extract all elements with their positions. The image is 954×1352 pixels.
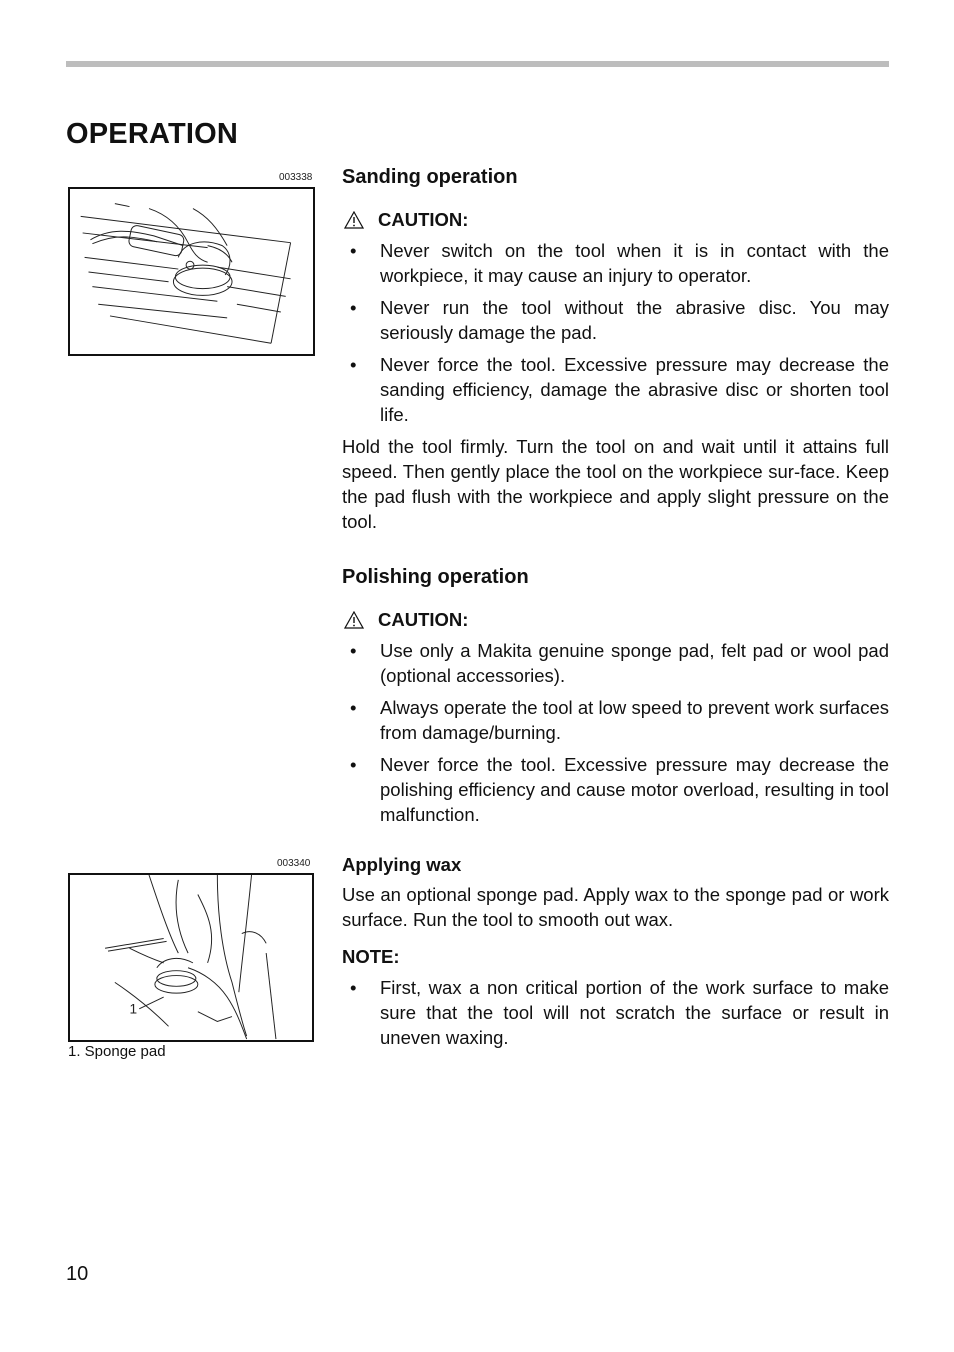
list-item: • First, wax a non critical portion of the work surface to make sure that the tool will not scratch the surface or result in uneven waxing. xyxy=(350,977,889,1048)
sanding-section xyxy=(342,166,889,534)
polishing-section xyxy=(342,566,889,827)
list-item: • Never force the tool. Excessive pressure may decrease the polishing efficiency and cause motor overload, resulting in tool malfunction. xyxy=(350,754,889,825)
list-item: • Never run the tool without the abrasive disc. You may seriously damage the pad. xyxy=(350,297,889,343)
wax-body: Use an optional sponge pad. Apply wax to the sponge pad or work surface. Run the tool to smooth out wax. xyxy=(342,884,889,930)
bullet: • xyxy=(350,297,357,318)
sanding-caution-list xyxy=(342,238,889,427)
wax-illustration xyxy=(70,875,312,1040)
list-item: • Never force the tool. Excessive pressure may decrease the sanding efficiency, damage the abrasive disc or shorten tool life. xyxy=(350,354,889,425)
section-title: OPERATION xyxy=(66,118,239,150)
wax-heading: Applying wax xyxy=(342,854,462,875)
caution-label: CAUTION: xyxy=(378,209,469,230)
sanding-caution xyxy=(342,209,889,231)
figure-code-wax: 003340 xyxy=(277,858,311,869)
figure-caption-sponge-pad: 1. Sponge pad xyxy=(68,1043,166,1060)
bullet: • xyxy=(350,354,357,375)
note-label: NOTE: xyxy=(342,946,400,967)
bullet: • xyxy=(350,754,357,775)
caution-label: CAUTION: xyxy=(378,609,469,630)
polishing-caution xyxy=(342,609,889,631)
figure-wax-illustration xyxy=(68,873,314,1042)
warning-triangle-icon xyxy=(344,611,364,629)
figure-callout-1: 1 xyxy=(129,1001,138,1017)
wax-section xyxy=(342,854,889,1050)
sanding-heading: Sanding operation xyxy=(342,166,518,188)
sanding-body: Hold the tool firmly. Turn the tool on and wait until it attains full speed. Then gently place the tool on the workpiece sur-face. Keep the pad flush with the workpiece and apply slight pressure on the tool. xyxy=(342,436,889,532)
bullet: • xyxy=(350,640,357,661)
list-item: • Use only a Makita genuine sponge pad, felt pad or wool pad (optional accessories). xyxy=(350,640,889,686)
bullet: • xyxy=(350,977,357,998)
bullet: • xyxy=(350,240,357,261)
figure-code-sanding: 003338 xyxy=(279,172,313,183)
list-item: • Never switch on the tool when it is in contact with the workpiece, it may cause an injury to operator. xyxy=(350,240,889,286)
polishing-heading: Polishing operation xyxy=(342,566,529,588)
warning-triangle-icon xyxy=(344,211,364,229)
wax-note-list xyxy=(342,975,889,1050)
list-item: • Always operate the tool at low speed to prevent work surfaces from damage/burning. xyxy=(350,697,889,743)
sanding-illustration xyxy=(70,189,313,354)
top-rule xyxy=(66,61,889,67)
page-number: 10 xyxy=(66,1263,89,1285)
bullet: • xyxy=(350,697,357,718)
figure-sanding-illustration xyxy=(68,187,315,356)
polishing-caution-list xyxy=(342,638,889,827)
